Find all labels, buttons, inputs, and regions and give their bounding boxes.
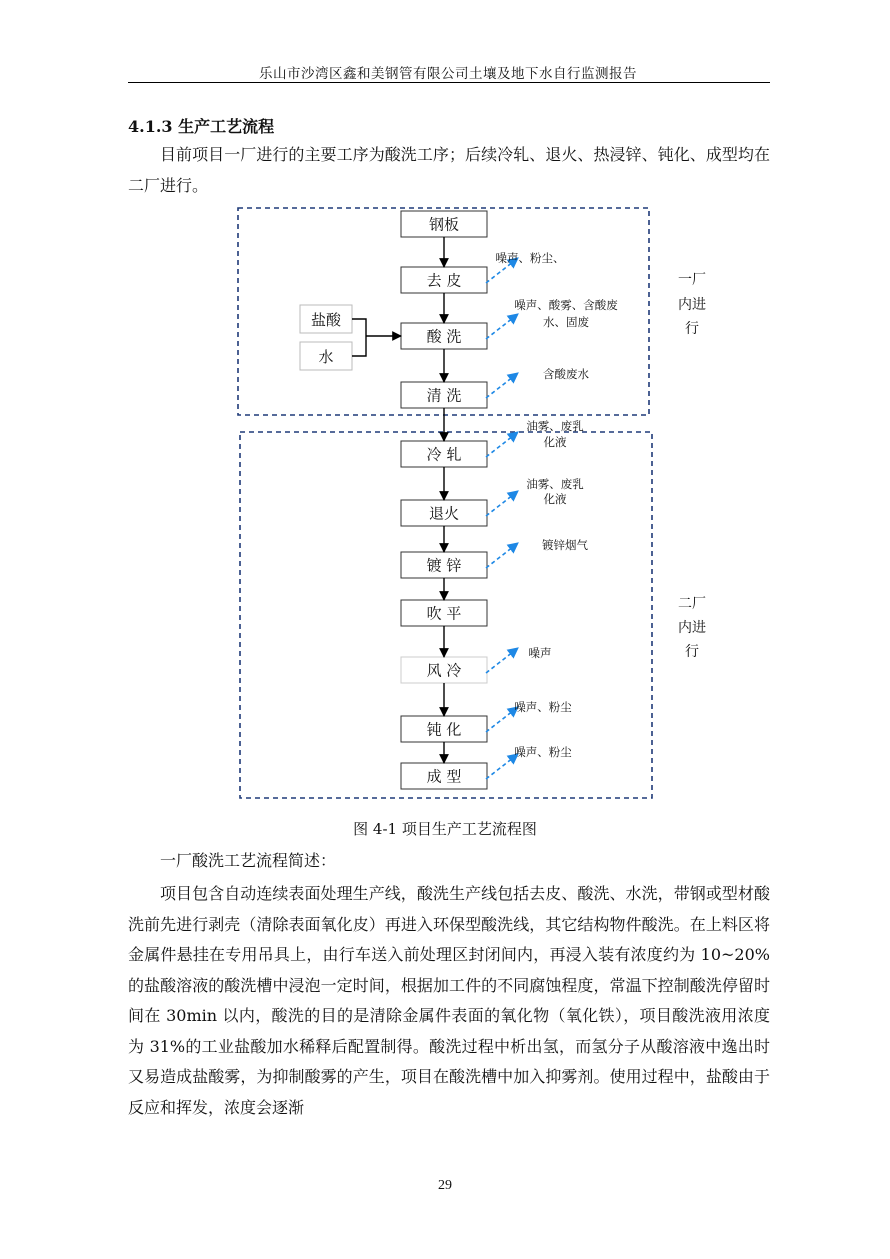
input-label: 盐酸 [310,311,342,329]
emission-label: 油雾、废乳 [526,477,584,491]
process-step-label: 清 洗 [426,386,462,405]
emission-arrow [486,543,518,568]
emission-label: 噪声 [528,646,552,660]
process-step-label: 镀 锌 [426,556,462,575]
process-step-label: 钢板 [428,215,460,234]
process-step-label: 冷 轧 [426,445,462,464]
plant1-label: 内进 [678,297,706,313]
intro-paragraph: 目前项目一厂进行的主要工序为酸洗工序；后续冷轧、退火、热浸锌、钝化、成型均在二厂进行。 [128,145,770,195]
subheading: 一厂酸洗工艺流程简述： [160,851,337,870]
plant1-label: 行 [685,321,699,337]
figure-caption: 图 4-1 项目生产工艺流程图 [353,820,537,838]
emission-arrow [486,491,518,516]
section-number: 4.1.3 [128,117,173,136]
emission-label: 噪声、酸雾、含酸废 [514,298,618,312]
emission-label: 噪声、粉尘、 [495,251,565,265]
plant2-label: 二厂 [678,596,706,612]
process-step-label: 成 型 [426,767,462,786]
emission-arrow [486,648,518,673]
plant2-label: 行 [685,644,699,660]
input-label: 水 [318,348,334,366]
process-step-label: 去 皮 [426,271,462,290]
emission-arrow [486,373,518,398]
emission-label: 化液 [543,435,567,449]
emission-label: 水、固废 [543,315,589,329]
process-step-label: 钝 化 [426,720,462,739]
page-number: 29 [438,1178,452,1193]
emission-arrow [486,432,518,457]
plant2-label: 内进 [678,620,706,636]
emission-label: 油雾、废乳 [526,419,584,433]
emission-label: 噪声、粉尘 [514,745,572,759]
page-header: 乐山市沙湾区鑫和美钢管有限公司土壤及地下水自行监测报告 [259,66,637,82]
body-paragraph: 项目包含自动连续表面处理生产线，酸洗生产线包括去皮、酸洗、水洗，带钢或型材酸洗前先进行剥壳（清除表面氧化皮）再进入环保型酸洗线，其它结构物件酸洗。在上料区将金属件悬挂在专用吊具上，由行车送入前处理区封闭间内，再浸入装有浓度约为 10~20%的盐酸溶液的酸洗槽中浸泡一定时间，根据加工件的不同腐蚀程度，常温下控制酸洗停留时间在 30min 以内，酸洗的目的是清除金属件表面的氧化物（氧化铁），项目酸洗液用浓度为 31%的工业盐酸加水稀释后配置制得。酸洗过程中析出氢，而氢分子从酸溶液中逸出时又易造成盐酸雾，为抑制酸雾的产生，项目在酸洗槽中加入抑雾剂。使用过程中，盐酸由于反应和挥发，浓度会逐渐 [128,884,770,1117]
input-connector [352,319,366,356]
emission-arrow [486,754,518,779]
emission-label: 化液 [543,492,567,506]
plant1-label: 一厂 [678,272,706,288]
emission-label: 含酸废水 [543,367,589,381]
emission-label: 噪声、粉尘 [514,700,572,714]
emission-arrow [486,314,518,339]
emission-arrow [486,707,518,732]
section-title: 生产工艺流程 [178,117,275,136]
process-step-label: 风 冷 [426,661,462,680]
process-step-label: 退火 [428,504,460,523]
process-step-label: 酸 洗 [426,327,462,346]
emission-label: 镀锌烟气 [542,538,588,552]
process-step-label: 吹 平 [426,604,462,623]
